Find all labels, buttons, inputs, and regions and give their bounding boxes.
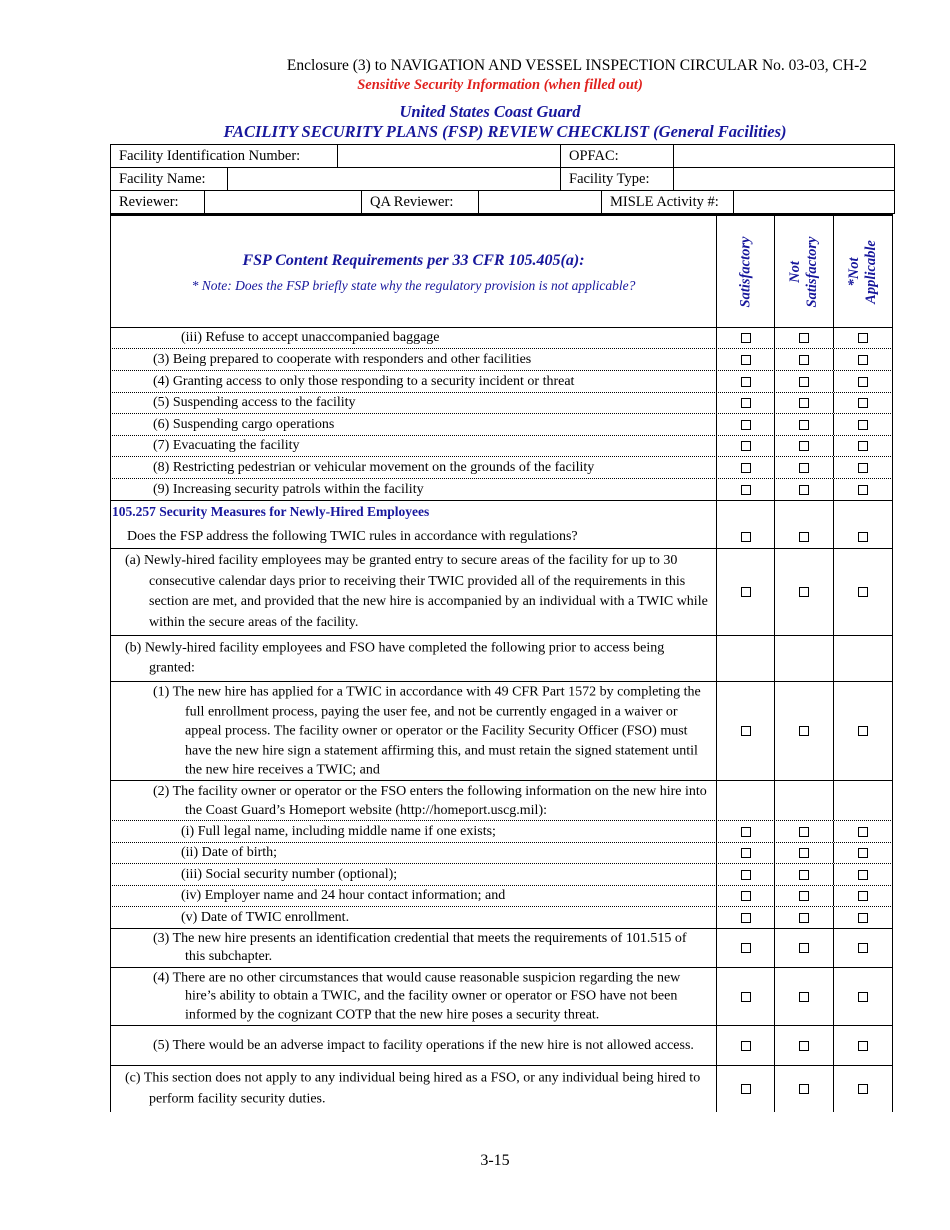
column-header-not-applicable bbox=[834, 216, 892, 328]
satisfactory-checkbox[interactable] bbox=[741, 891, 751, 901]
requirements-header-cell bbox=[111, 216, 717, 328]
row-text: (b) Newly-hired facility employees and FSO have completed the following prior to access being granted: bbox=[125, 640, 665, 676]
row-text: (8) Restricting pedestrian or vehicular movement on the grounds of the facility bbox=[153, 459, 595, 475]
qa-reviewer-field[interactable] bbox=[479, 191, 602, 214]
row-text: (7) Evacuating the facility bbox=[153, 437, 300, 453]
checklist-row bbox=[110, 414, 893, 436]
satisfactory-checkbox[interactable] bbox=[741, 726, 751, 736]
not-applicable-checkbox[interactable] bbox=[858, 377, 868, 387]
agency-name: United States Coast Guard bbox=[399, 102, 581, 121]
row-text: (ii) Date of birth; bbox=[181, 844, 278, 860]
not-satisfactory-checkbox[interactable] bbox=[799, 587, 809, 597]
satisfactory-checkbox[interactable] bbox=[741, 377, 751, 387]
not-applicable-checkbox[interactable] bbox=[858, 355, 868, 365]
checklist-row bbox=[110, 907, 893, 929]
not-applicable-checkbox[interactable] bbox=[858, 726, 868, 736]
misle-activity-field[interactable] bbox=[734, 191, 895, 214]
satisfactory-checkbox[interactable] bbox=[741, 398, 751, 408]
info-row-reviewer bbox=[110, 190, 895, 214]
row-text: (iii) Refuse to accept unaccompanied baggage bbox=[181, 329, 440, 345]
satisfactory-checkbox[interactable] bbox=[741, 532, 751, 542]
column-header-not-satisfactory bbox=[775, 216, 834, 328]
not-applicable-checkbox[interactable] bbox=[858, 992, 868, 1002]
qa-reviewer-label: QA Reviewer: bbox=[362, 191, 479, 214]
not-applicable-checkbox[interactable] bbox=[858, 333, 868, 343]
satisfactory-checkbox[interactable] bbox=[741, 992, 751, 1002]
not-satisfactory-checkbox[interactable] bbox=[799, 398, 809, 408]
not-satisfactory-checkbox[interactable] bbox=[799, 441, 809, 451]
sensitive-security-banner: Sensitive Security Information (when filled out) bbox=[357, 77, 643, 93]
facility-type-label: Facility Type: bbox=[561, 168, 674, 191]
page-number: 3-15 bbox=[480, 1152, 510, 1169]
satisfactory-checkbox[interactable] bbox=[741, 848, 751, 858]
satisfactory-checkbox[interactable] bbox=[741, 420, 751, 430]
checklist-row bbox=[110, 1026, 893, 1066]
facility-id-label: Facility Identification Number: bbox=[111, 145, 338, 168]
not-satisfactory-checkbox[interactable] bbox=[799, 1084, 809, 1094]
misle-activity-label: MISLE Activity #: bbox=[602, 191, 734, 214]
reviewer-field[interactable] bbox=[205, 191, 362, 214]
not-applicable-checkbox[interactable] bbox=[858, 913, 868, 923]
checklist-row bbox=[110, 682, 893, 781]
not-satisfactory-checkbox[interactable] bbox=[799, 485, 809, 495]
satisfactory-label: Satisfactory bbox=[737, 236, 753, 308]
not-applicable-checkbox[interactable] bbox=[858, 532, 868, 542]
satisfactory-checkbox[interactable] bbox=[741, 943, 751, 953]
opfac-label: OPFAC: bbox=[561, 145, 674, 168]
section-heading: 105.257 Security Measures for Newly-Hired Employees bbox=[112, 504, 430, 519]
row-text: (i) Full legal name, including middle name if one exists; bbox=[181, 823, 496, 839]
not-applicable-checkbox[interactable] bbox=[858, 848, 868, 858]
not-applicable-checkbox[interactable] bbox=[858, 587, 868, 597]
not-satisfactory-checkbox[interactable] bbox=[799, 848, 809, 858]
requirements-title: FSP Content Requirements per 33 CFR 105.405(a): bbox=[242, 252, 585, 269]
requirements-note: * Note: Does the FSP briefly state why the regulatory provision is not applicable? bbox=[191, 278, 636, 293]
row-text: (iii) Social security number (optional); bbox=[181, 866, 398, 882]
not-applicable-checkbox[interactable] bbox=[858, 943, 868, 953]
not-satisfactory-checkbox[interactable] bbox=[799, 377, 809, 387]
row-text: (c) This section does not apply to any individual being hired as a FSO, or any individual being hired to perform facility security duties. bbox=[125, 1070, 701, 1106]
not-applicable-checkbox[interactable] bbox=[858, 485, 868, 495]
not-satisfactory-checkbox[interactable] bbox=[799, 943, 809, 953]
checklist-row bbox=[110, 1066, 893, 1112]
not-satisfactory-label-line2: Satisfactory bbox=[804, 236, 820, 308]
requirements-table-header bbox=[110, 214, 893, 328]
checklist-row bbox=[110, 371, 893, 393]
row-text: (4) Granting access to only those responding to a security incident or threat bbox=[153, 373, 575, 389]
not-applicable-checkbox[interactable] bbox=[858, 891, 868, 901]
not-satisfactory-checkbox[interactable] bbox=[799, 891, 809, 901]
checklist-row bbox=[110, 781, 893, 821]
not-satisfactory-checkbox[interactable] bbox=[799, 1041, 809, 1051]
not-satisfactory-checkbox[interactable] bbox=[799, 870, 809, 880]
info-row-facility-id bbox=[110, 144, 895, 168]
facility-name-field[interactable] bbox=[228, 168, 561, 191]
checklist-row bbox=[110, 436, 893, 457]
not-applicable-checkbox[interactable] bbox=[858, 1041, 868, 1051]
checklist-row bbox=[110, 349, 893, 371]
row-text: Does the FSP address the following TWIC rules in accordance with regulations? bbox=[127, 529, 578, 544]
satisfactory-checkbox[interactable] bbox=[741, 1084, 751, 1094]
checklist-rows bbox=[110, 327, 893, 1112]
column-header-satisfactory bbox=[717, 216, 775, 328]
row-text: (iv) Employer name and 24 hour contact information; and bbox=[181, 887, 506, 903]
checklist-row bbox=[110, 636, 893, 682]
not-satisfactory-checkbox[interactable] bbox=[799, 726, 809, 736]
row-text: (a) Newly-hired facility employees may be granted entry to secure areas of the facility for up to 30 consecutive calendar days prior to receiving their TWIC provided all of the requirements in this section are met, and provided that the new hire is accompanied by an individual with a TWIC while within the secure areas of the facility. bbox=[125, 553, 708, 630]
satisfactory-checkbox[interactable] bbox=[741, 441, 751, 451]
not-satisfactory-checkbox[interactable] bbox=[799, 420, 809, 430]
not-satisfactory-checkbox[interactable] bbox=[799, 913, 809, 923]
row-text: (1) The new hire has applied for a TWIC in accordance with 49 CFR Part 1572 by completing the full enrollment process, paying the user fee, and not be currently engaged in a waiver or appeal process. The facility owner or operator or the Facility Security Officer (FSO) must have the new hire sign a statement affirming this, and must retain the signed statement until the new hire receives a TWIC; and bbox=[153, 684, 701, 778]
not-applicable-label-line1: *Not bbox=[846, 257, 862, 287]
checklist-row bbox=[110, 968, 893, 1026]
not-satisfactory-checkbox[interactable] bbox=[799, 355, 809, 365]
checklist-row bbox=[110, 843, 893, 864]
not-applicable-checkbox[interactable] bbox=[858, 441, 868, 451]
row-text: (6) Suspending cargo operations bbox=[153, 416, 335, 432]
not-applicable-checkbox[interactable] bbox=[858, 1084, 868, 1094]
not-applicable-checkbox[interactable] bbox=[858, 420, 868, 430]
not-satisfactory-checkbox[interactable] bbox=[799, 333, 809, 343]
satisfactory-checkbox[interactable] bbox=[741, 355, 751, 365]
not-applicable-checkbox[interactable] bbox=[858, 870, 868, 880]
row-text: (3) Being prepared to cooperate with responders and other facilities bbox=[153, 351, 532, 367]
info-row-facility-name bbox=[110, 167, 895, 191]
satisfactory-checkbox[interactable] bbox=[741, 333, 751, 343]
row-text: (3) The new hire presents an identification credential that meets the requirements of 101.515 of this subchapter. bbox=[153, 931, 687, 964]
satisfactory-checkbox[interactable] bbox=[741, 587, 751, 597]
checklist-row bbox=[110, 327, 893, 349]
checklist-row bbox=[110, 457, 893, 479]
checklist-row bbox=[110, 886, 893, 907]
not-satisfactory-label-line1: Not bbox=[787, 261, 803, 283]
satisfactory-checkbox[interactable] bbox=[741, 485, 751, 495]
opfac-field[interactable] bbox=[674, 145, 895, 168]
not-applicable-checkbox[interactable] bbox=[858, 463, 868, 473]
facility-id-field[interactable] bbox=[338, 145, 561, 168]
row-text: (4) There are no other circumstances that would cause reasonable suspicion regarding the new hire’s ability to obtain a TWIC, and the facility owner or operator or FSO have not been informed by the cognizant COTP that the new hire poses a security threat. bbox=[153, 969, 681, 1022]
satisfactory-checkbox[interactable] bbox=[741, 870, 751, 880]
satisfactory-checkbox[interactable] bbox=[741, 913, 751, 923]
row-text: (2) The facility owner or operator or the FSO enters the following information on the new hire into the Coast Guard’s Homeport website (http://homeport.uscg.mil): bbox=[153, 783, 707, 818]
not-satisfactory-checkbox[interactable] bbox=[799, 992, 809, 1002]
section-row-newly-hired bbox=[110, 501, 893, 549]
reviewer-label: Reviewer: bbox=[111, 191, 205, 214]
row-text: (5) Suspending access to the facility bbox=[153, 394, 356, 410]
enclosure-header: Enclosure (3) to NAVIGATION AND VESSEL INSPECTION CIRCULAR No. 03-03, CH-2 bbox=[286, 57, 867, 74]
not-applicable-label-line2: Applicable bbox=[863, 240, 879, 304]
row-text: (v) Date of TWIC enrollment. bbox=[181, 909, 350, 925]
facility-type-field[interactable] bbox=[674, 168, 895, 191]
checklist-row bbox=[110, 549, 893, 636]
satisfactory-checkbox[interactable] bbox=[741, 827, 751, 837]
checklist-row bbox=[110, 393, 893, 414]
not-applicable-checkbox[interactable] bbox=[858, 398, 868, 408]
not-applicable-checkbox[interactable] bbox=[858, 827, 868, 837]
not-satisfactory-checkbox[interactable] bbox=[799, 827, 809, 837]
facility-name-label: Facility Name: bbox=[111, 168, 228, 191]
checklist-row bbox=[110, 864, 893, 886]
not-satisfactory-checkbox[interactable] bbox=[799, 532, 809, 542]
row-text: (5) There would be an adverse impact to facility operations if the new hire is not allowed access. bbox=[153, 1037, 694, 1053]
satisfactory-checkbox[interactable] bbox=[741, 1041, 751, 1051]
checklist-row bbox=[110, 821, 893, 843]
checklist-row bbox=[110, 479, 893, 501]
checklist-row bbox=[110, 929, 893, 968]
not-satisfactory-checkbox[interactable] bbox=[799, 463, 809, 473]
row-text: (9) Increasing security patrols within the facility bbox=[153, 481, 424, 497]
satisfactory-checkbox[interactable] bbox=[741, 463, 751, 473]
checklist-title: FACILITY SECURITY PLANS (FSP) REVIEW CHECKLIST (General Facilities) bbox=[223, 122, 787, 141]
